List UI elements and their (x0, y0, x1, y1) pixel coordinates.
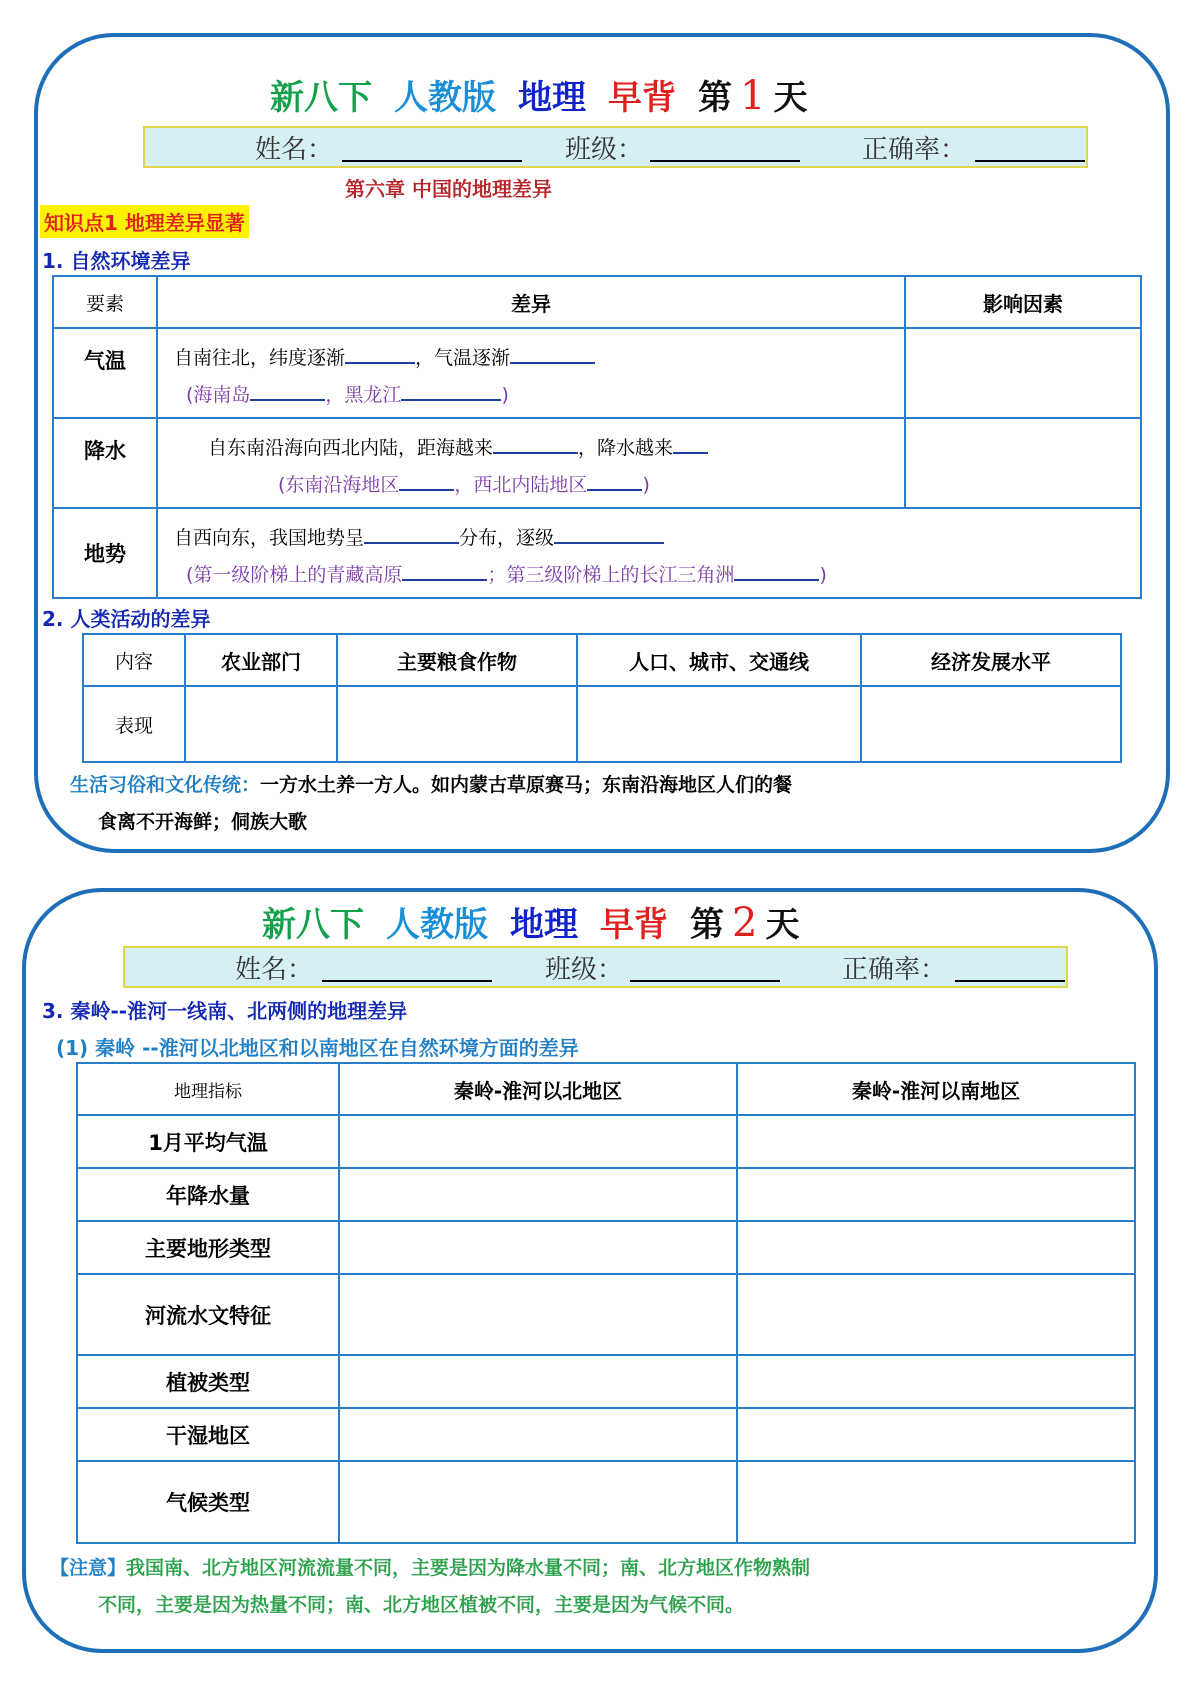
title-part: 地理 (518, 78, 586, 118)
answer-blank[interactable] (250, 399, 325, 401)
table-row (77, 1355, 1135, 1408)
day1-title (270, 70, 829, 119)
table-header: 内容 (83, 634, 185, 686)
title-part: 天 (773, 78, 808, 118)
factor-cell[interactable] (905, 328, 1141, 418)
name-label: 姓名： (235, 954, 314, 985)
answer-cell[interactable] (737, 1355, 1135, 1408)
row-label: 干湿地区 (77, 1408, 339, 1461)
row-label: 气候类型 (77, 1461, 339, 1543)
row-label: 河流水文特征 (77, 1274, 339, 1355)
qinling-huaihe-table (76, 1062, 1136, 1544)
class-blank[interactable] (630, 980, 780, 982)
rate-label: 正确率： (862, 134, 967, 165)
answer-blank[interactable] (510, 362, 595, 364)
answer-cell[interactable] (737, 1115, 1135, 1168)
title-part: 早背 (600, 905, 668, 945)
rate-blank[interactable] (955, 980, 1065, 982)
name-blank[interactable] (342, 160, 522, 162)
table-row (53, 418, 1141, 508)
table-row (53, 328, 1141, 418)
answer-cell[interactable] (737, 1274, 1135, 1355)
table-header: 要素 (53, 276, 157, 328)
answer-cell[interactable] (339, 1115, 737, 1168)
row-label: 降水 (53, 418, 157, 508)
human-activity-table (82, 633, 1122, 763)
answer-cell[interactable] (861, 686, 1121, 762)
answer-cell[interactable] (737, 1408, 1135, 1461)
title-part: 地理 (510, 905, 578, 945)
row-label: 1月平均气温 (77, 1115, 339, 1168)
answer-blank[interactable] (587, 489, 642, 491)
day-number: 2 (732, 900, 758, 946)
table-header: 差异 (157, 276, 905, 328)
rate-blank[interactable] (975, 160, 1085, 162)
table-header: 秦岭-淮河以南地区 (737, 1063, 1135, 1115)
answer-blank[interactable] (402, 579, 487, 581)
section-heading: 2. 人类活动的差异 (42, 607, 211, 631)
section-heading: 3. 秦岭--淮河一线南、北两侧的地理差异 (42, 999, 408, 1023)
row-label: 主要地形类型 (77, 1221, 339, 1274)
class-blank[interactable] (650, 160, 800, 162)
answer-cell[interactable] (339, 1408, 737, 1461)
day1-namebar (143, 126, 1088, 168)
title-part: 第 (690, 905, 724, 945)
row-label: 年降水量 (77, 1168, 339, 1221)
customs-text: 食离不开海鲜；侗族大歌 (98, 811, 308, 833)
difference-cell: 自西向东，我国地势呈 分布，逐级 (第一级阶梯上的青藏高原 ；第三级阶梯上的长江三角洲 ) (157, 508, 1141, 598)
answer-blank[interactable] (345, 362, 415, 364)
row-label: 表现 (83, 686, 185, 762)
answer-cell[interactable] (339, 1461, 737, 1543)
answer-blank[interactable] (493, 452, 578, 454)
answer-cell[interactable] (339, 1355, 737, 1408)
table-header: 影响因素 (905, 276, 1141, 328)
attention-line (50, 1553, 810, 1580)
table-row (83, 686, 1121, 762)
answer-blank[interactable] (401, 399, 501, 401)
class-label: 班级： (545, 954, 624, 985)
factor-cell[interactable] (905, 418, 1141, 508)
attention-text: 不同，主要是因为热量不同；南、北方地区植被不同，主要是因为气候不同。 (98, 1594, 745, 1616)
customs-line (70, 770, 792, 797)
attention-text: 我国南、北方地区河流流量不同，主要是因为降水量不同；南、北方地区作物熟制 (126, 1557, 811, 1579)
answer-cell[interactable] (185, 686, 337, 762)
customs-label: 生活习俗和文化传统： (70, 774, 261, 796)
answer-cell[interactable] (339, 1168, 737, 1221)
title-part: 早背 (608, 78, 676, 118)
answer-cell[interactable] (339, 1221, 737, 1274)
answer-blank[interactable] (734, 579, 819, 581)
answer-blank[interactable] (554, 542, 664, 544)
row-label: 植被类型 (77, 1355, 339, 1408)
answer-cell[interactable] (737, 1221, 1135, 1274)
answer-cell[interactable] (737, 1461, 1135, 1543)
title-part: 天 (765, 905, 800, 945)
table-header: 经济发展水平 (861, 634, 1121, 686)
answer-cell[interactable] (577, 686, 861, 762)
row-label: 地势 (53, 508, 157, 598)
table-header: 秦岭-淮河以北地区 (339, 1063, 737, 1115)
attention-label: 【注意】 (50, 1557, 127, 1579)
answer-cell[interactable] (337, 686, 577, 762)
difference-cell: 自南往北，纬度逐渐 ，气温逐渐 (海南岛 ，黑龙江 ) (157, 328, 905, 418)
table-row (53, 508, 1141, 598)
table-header: 人口、城市、交通线 (577, 634, 861, 686)
title-part: 新八下 (262, 905, 364, 945)
answer-blank[interactable] (673, 452, 708, 454)
answer-blank[interactable] (364, 542, 459, 544)
answer-cell[interactable] (737, 1168, 1135, 1221)
table-row (77, 1115, 1135, 1168)
name-label: 姓名： (255, 134, 334, 165)
name-blank[interactable] (322, 980, 492, 982)
title-part: 人教版 (386, 905, 488, 945)
answer-blank[interactable] (399, 489, 454, 491)
rate-label: 正确率： (842, 954, 947, 985)
subsection-heading: (1) 秦岭 --淮河以北地区和以南地区在自然环境方面的差异 (56, 1036, 579, 1060)
table-header: 农业部门 (185, 634, 337, 686)
customs-text: 一方水土养一方人。如内蒙古草原赛马；东南沿海地区人们的餐 (260, 774, 793, 796)
title-part: 第 (698, 78, 732, 118)
title-part: 新八下 (270, 78, 372, 118)
difference-cell: 自东南沿海向西北内陆，距海越来 ，降水越来 (东南沿海地区 ，西北内陆地区 ) (157, 418, 905, 508)
table-row (77, 1221, 1135, 1274)
natural-difference-table (52, 275, 1142, 599)
day2-namebar (123, 946, 1068, 988)
title-part: 人教版 (394, 78, 496, 118)
day-number: 1 (740, 73, 766, 119)
table-row (77, 1408, 1135, 1461)
table-row (77, 1274, 1135, 1355)
table-row (77, 1461, 1135, 1543)
day2-title (262, 897, 821, 946)
class-label: 班级： (565, 134, 644, 165)
table-header: 主要粮食作物 (337, 634, 577, 686)
table-header: 地理指标 (77, 1063, 339, 1115)
knowledge-point-label: 知识点1 地理差异显著 (40, 205, 249, 238)
row-label: 气温 (53, 328, 157, 418)
table-row (77, 1168, 1135, 1221)
answer-cell[interactable] (339, 1274, 737, 1355)
section-heading: 1. 自然环境差异 (42, 249, 191, 273)
chapter-title: 第六章 中国的地理差异 (345, 177, 552, 201)
